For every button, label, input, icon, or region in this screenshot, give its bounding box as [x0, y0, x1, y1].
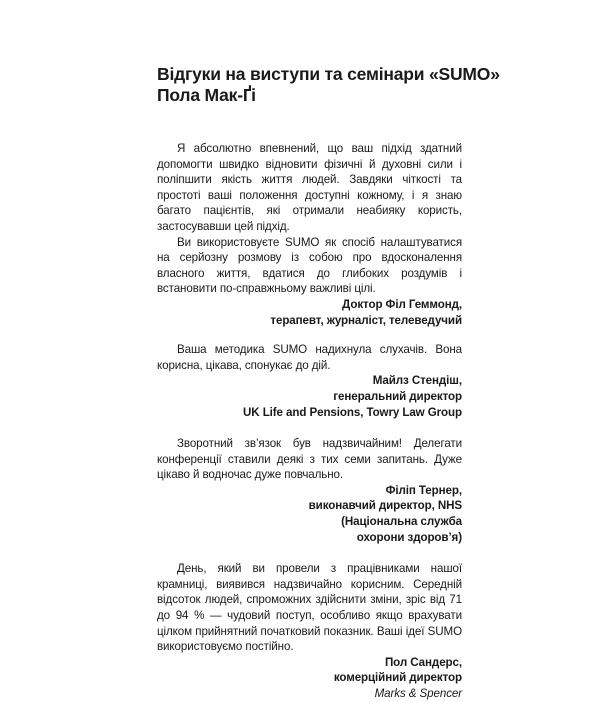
author-name: Пол Сандерс,: [384, 655, 462, 669]
page-content: [157, 64, 500, 702]
testimonial-attribution: [157, 483, 462, 545]
testimonial-attribution: [157, 297, 462, 328]
testimonial-paragraph: Я абсолютно впевнений, що ваш підхід здатний допомогти швидко відновити фізичні й духовні сили і поліпшити якість життя людей. Завдяки чіткості та простоті ваші положення доступні кожному, і я знаю багато пацієнтів, які отримали неабияку користь, застосувавши цей підхід.: [157, 142, 462, 233]
testimonials: [157, 141, 462, 702]
author-name: Доктор Філ Геммонд,: [342, 297, 462, 311]
author-role: комерційний директор: [333, 671, 462, 685]
testimonial-paragraph: День, який ви провели з працівниками нашої крамниці, виявився надзвичайно корисним. Середній відсоток людей, спроможних здійснити зміни, зріс від 71 до 94 % — чудовий поступ, особливо якщо врахувати цілком прийнятний початковий показник. Ваші ідеї SUMO використовуємо постійно.: [157, 562, 462, 654]
author-name: Філіп Тернер,: [385, 483, 462, 497]
author-role: виконавчий директор, NHS: [308, 499, 462, 513]
testimonial: [157, 561, 462, 701]
testimonial-paragraph: Ви використовуєте SUMO як спосіб налаштуватися на серйозну розмову із собою про вдосконалення власного життя, вдатися до глибоких роздумів і встановити по-справжньому важливі цілі.: [157, 235, 462, 296]
author-role: генеральний директор: [333, 389, 462, 403]
page-title-line-2: Пола Мак-Ґі: [157, 85, 256, 105]
testimonial-attribution: [157, 373, 462, 420]
testimonial-paragraph: Ваша методика SUMO надихнула слухачів. Вона корисна, цікава, спонукає до дій.: [157, 343, 462, 372]
testimonial: [157, 141, 462, 328]
author-organization: охорони здоров’я): [356, 530, 462, 544]
author-name: Майлз Стендіш,: [372, 374, 462, 388]
page-title: [157, 64, 500, 106]
author-role: терапевт, журналіст, телеведучий: [270, 313, 462, 327]
testimonial-paragraph: Зворотний зв’язок був надзвичайним! Делегати конференції ставили деякі з тих семи запитань. Дуже цікаво й водночас дуже повчально.: [157, 437, 462, 482]
testimonial-attribution: [157, 655, 462, 702]
author-company: Marks & Spencer: [374, 687, 462, 700]
testimonial: [157, 436, 462, 545]
page-title-line-1: Відгуки на виступи та семінари «SUMO»: [157, 64, 500, 84]
author-company: UK Life and Pensions, Towry Law Group: [243, 405, 462, 419]
author-organization: (Національна служба: [341, 515, 462, 529]
testimonial: [157, 342, 462, 420]
